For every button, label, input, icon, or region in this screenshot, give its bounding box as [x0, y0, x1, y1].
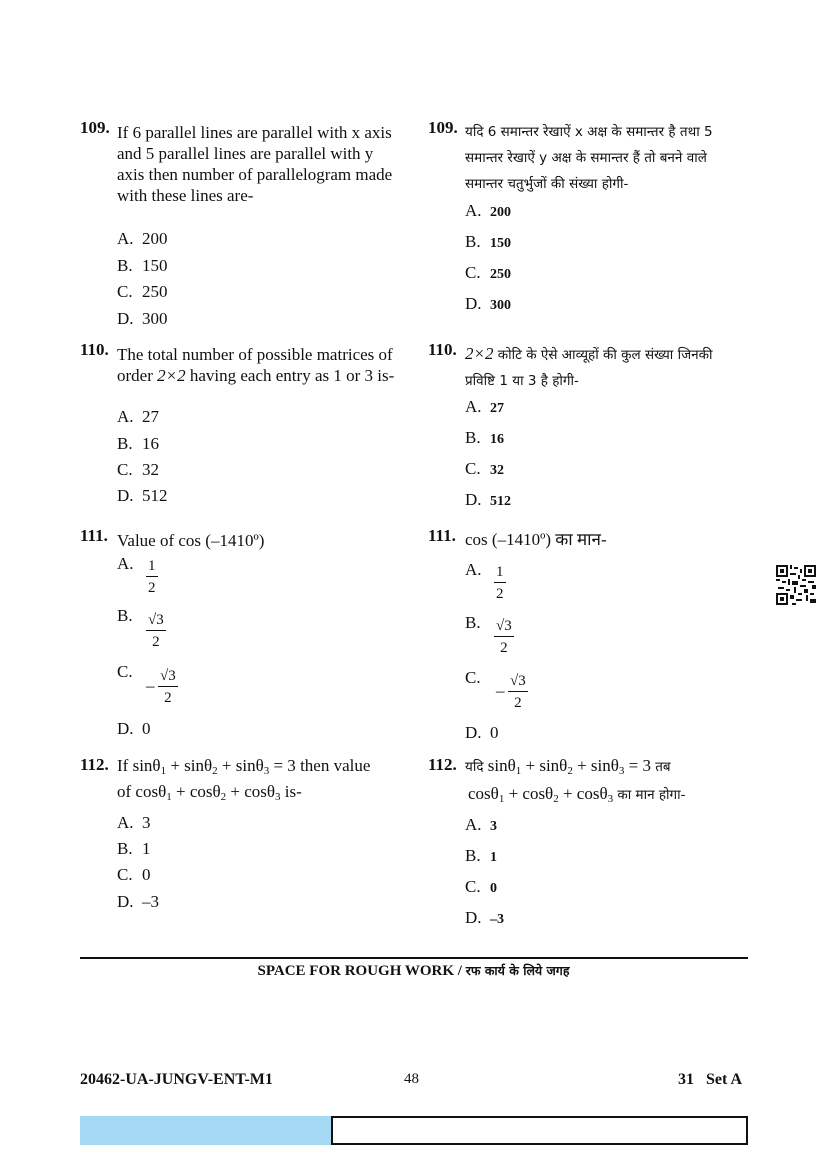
option-a-fraction: $\frac{1}{2}$: [496, 564, 504, 602]
sin-equation: sinθ$_1$ + sinθ$_2$ + sinθ$_3$ = 3: [487, 756, 651, 777]
question-text: cos (–1410º) का मान-: [465, 530, 607, 549]
option-b: B. 150: [117, 256, 168, 275]
footer-box: [331, 1116, 748, 1145]
option-a: A. 3: [465, 815, 497, 834]
option-a-label: A.: [465, 560, 482, 579]
option-d: D. 512: [117, 486, 168, 505]
question-text: If 6 parallel lines are parallel with x axis and 5 parallel lines are parallel with y axis then number of parallelogram made with these lines are-: [117, 123, 393, 205]
question-number: 110.: [428, 340, 457, 359]
option-c: C. 0: [117, 865, 151, 884]
option-c: C. 32: [465, 459, 504, 478]
option-d: D. 300: [465, 294, 511, 313]
cos-expression: cosθ$_1$ + cosθ$_2$ + cosθ$_3$: [468, 784, 614, 805]
minus-sign: –: [146, 676, 155, 695]
option-c: C. 0: [465, 877, 497, 896]
option-a: A. 200: [117, 229, 168, 248]
question-number: 112.: [428, 755, 457, 774]
question-text: The total number of possible matrices of order 2×2 having each entry as 1 or 3 is-: [117, 345, 395, 385]
option-d: D. 0: [117, 719, 151, 738]
question-text: 2×2 कोटि के ऐसे आव्यूहों की कुल संख्या जिनकी प्रविष्टि 1 या 3 है होगी-: [465, 344, 713, 389]
option-c-label: C.: [465, 668, 481, 687]
option-b-label: B.: [117, 606, 133, 625]
option-a-label: A.: [117, 554, 134, 573]
paper-code: 20462-UA-JUNGV-ENT-M1: [80, 1071, 273, 1088]
page-number: 48: [404, 1071, 419, 1087]
option-b: B. 150: [465, 232, 511, 251]
option-c-label: C.: [117, 662, 133, 681]
option-a-fraction: $\frac{1}{2}$: [148, 558, 156, 596]
option-a: A. 3: [117, 813, 151, 832]
option-c: C. 250: [117, 282, 168, 301]
option-b: B. 1: [117, 839, 151, 858]
option-b-fraction: $\frac{√3}{2}$: [148, 612, 164, 650]
question-number: 110.: [80, 340, 109, 359]
question-text-line-2: of cosθ$_1$ + cosθ$_2$ + cosθ$_3$ is-: [117, 782, 302, 803]
sin-equation: sinθ$_1$ + sinθ$_2$ + sinθ$_3$ = 3: [132, 756, 296, 777]
option-a: A. 200: [465, 201, 511, 220]
footer-color-bar: [80, 1116, 331, 1145]
question-number: 112.: [80, 755, 109, 774]
question-text: यदि 6 समान्तर रेखाऐं x अक्ष के समान्तर है तथा 5 समान्तर रेखाऐं y अक्ष के समान्तर हैं तो बनने वाले समान्तर चतुर्भुजों की संख्या होगी-: [465, 124, 713, 192]
set-label: 31 Set A: [678, 1071, 742, 1088]
question-text-line-1: If sinθ$_1$ + sinθ$_2$ + sinθ$_3$ = 3 then value: [117, 756, 371, 777]
option-d: D. –3: [117, 892, 159, 911]
cos-expression: cosθ$_1$ + cosθ$_2$ + cosθ$_3$: [135, 782, 281, 803]
option-b: B. 16: [465, 428, 504, 447]
rough-work-label: SPACE FOR ROUGH WORK / रफ कार्य के लिये जगह: [257, 963, 570, 979]
minus-sign: –: [496, 681, 505, 700]
option-d: D. –3: [465, 908, 504, 927]
option-d: D. 0: [465, 723, 499, 742]
divider: [80, 957, 748, 959]
option-d: D. 512: [465, 490, 511, 509]
qr-code-icon: [776, 565, 816, 605]
question-number: 109.: [80, 118, 110, 137]
option-b-label: B.: [465, 613, 481, 632]
option-b: B. 16: [117, 434, 159, 453]
option-b-fraction: $\frac{√3}{2}$: [496, 618, 512, 656]
option-c-fraction: $\frac{√3}{2}$: [160, 668, 176, 706]
option-a: A. 27: [465, 397, 504, 416]
question-text: Value of cos (–1410º): [117, 531, 265, 550]
option-a: A. 27: [117, 407, 159, 426]
option-c: C. 32: [117, 460, 159, 479]
option-c-fraction: $\frac{√3}{2}$: [510, 673, 526, 711]
option-c: C. 250: [465, 263, 511, 282]
option-d: D. 300: [117, 309, 168, 328]
question-number: 111.: [80, 526, 108, 545]
question-number: 109.: [428, 118, 458, 137]
option-b: B. 1: [465, 846, 497, 865]
question-text-line-1: यदि sinθ$_1$ + sinθ$_2$ + sinθ$_3$ = 3 तब: [465, 756, 671, 777]
question-number: 111.: [428, 526, 456, 545]
question-text-line-2: cosθ$_1$ + cosθ$_2$ + cosθ$_3$ का मान होगा-: [468, 784, 686, 805]
